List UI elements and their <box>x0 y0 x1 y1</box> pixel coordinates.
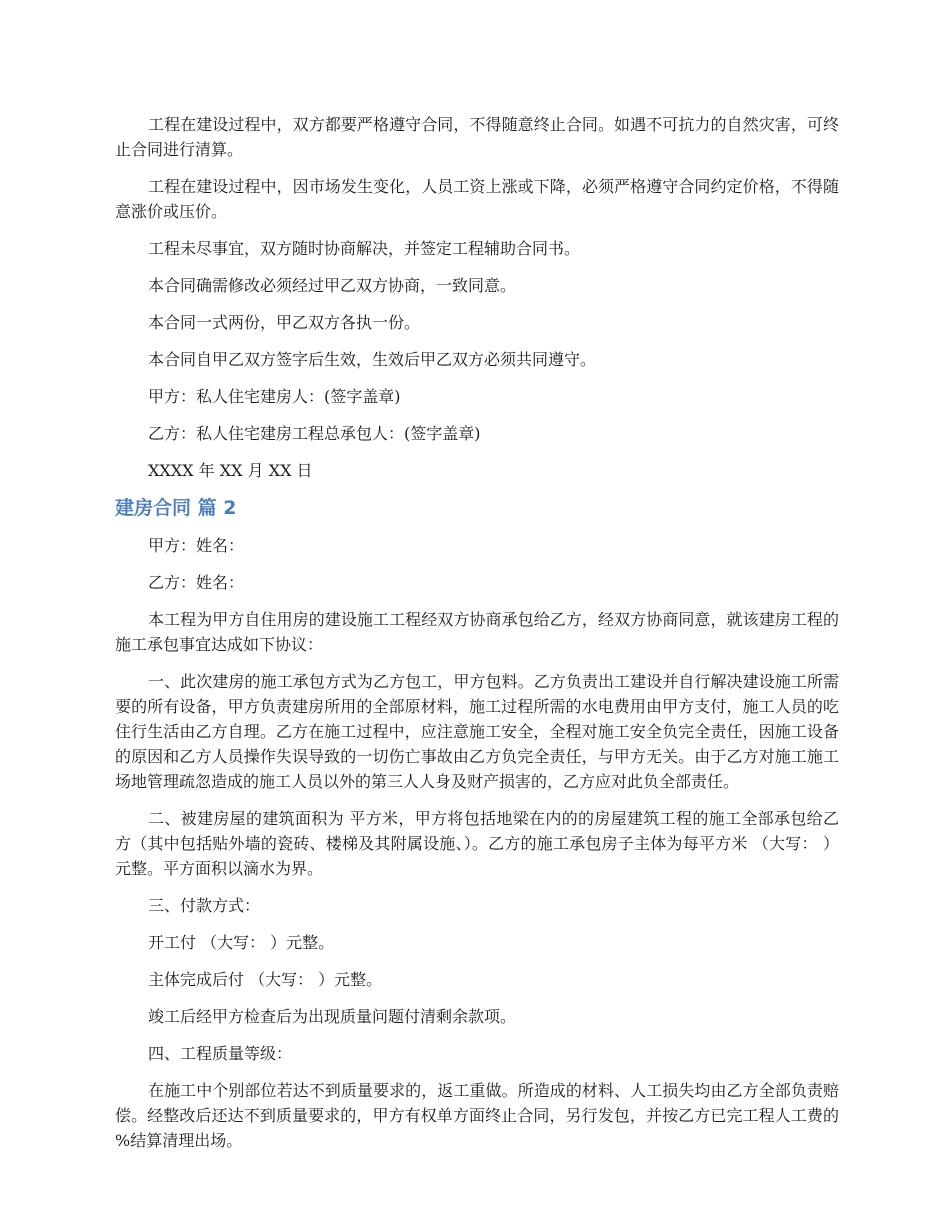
payment-final: 竣工后经甲方检查后为出现质量问题付清剩余款项。 <box>148 1007 517 1026</box>
party-a-signature: 甲方：私人住宅建房人：(签字盖章) <box>148 387 401 406</box>
payment-main-structure: 主体完成后付 （大写： ）元整。 <box>148 970 383 989</box>
paragraph-amendment: 本合同确需修改必须经过甲乙双方协商，一致同意。 <box>148 276 517 295</box>
paragraph-force-majeure: 工程在建设过程中，双方都要严格遵守合同，不得随意终止合同。如遇不可抗力的自然灾害，可终止合同进行清算。 <box>115 115 839 159</box>
payment-start: 开工付 （大写： ）元整。 <box>148 933 335 952</box>
section-heading: 建房合同 篇 2 <box>115 497 237 519</box>
paragraph-quality-requirements: 在施工中个别部位若达不到质量要求的，返工重做。所造成的材料、人工损失均由乙方全部负责赔偿。经整改后还达不到质量要求的，甲方有权单方面终止合同，另行发包，并按乙方已完工程人工费的 %结算清理出场。 <box>115 1081 839 1150</box>
clause-3-payment-title: 三、付款方式： <box>148 896 261 915</box>
document-page <box>115 112 839 1165</box>
party-a-name: 甲方：姓名： <box>148 536 245 555</box>
clause-2-building-area: 二、被建房屋的建筑面积为 平方米，甲方将包括地梁在内的的房屋建筑工程的施工全部承包给乙方（其中包括贴外墙的瓷砖、楼梯及其附属设施、）。乙方的施工承包房子主体为每平方米 （大写： ）元整。平方面积以滴水为界。 <box>115 809 839 878</box>
clause-4-quality-title: 四、工程质量等级： <box>148 1044 293 1063</box>
party-b-signature: 乙方：私人住宅建房工程总承包人：(签字盖章) <box>148 424 481 443</box>
clause-1-contract-method: 一、此次建房的施工承包方式为乙方包工，甲方包料。乙方负责出工建设并自行解决建设施工所需要的所有设备，甲方负责建房所用的全部原材料，施工过程所需的水电费用由甲方支付，施工人员的吃住行生活由乙方自理。乙方在施工过程中，应注意施工安全，全程对施工安全负完全责任，因施工设备的原因和乙方人员操作失误导致的一切伤亡事故由乙方负完全责任，与甲方无关。由于乙方对施工施工场地管理疏忽造成的施工人员以外的第三人人身及财产损害的，乙方应对此负全部责任。 <box>115 672 839 791</box>
paragraph-intro: 本工程为甲方自住用房的建设施工工程经双方协商承包给乙方，经双方协商同意，就该建房工程的施工承包事宜达成如下协议： <box>115 610 839 654</box>
paragraph-copies: 本合同一式两份，甲乙双方各执一份。 <box>148 313 421 332</box>
signing-date: XXXX 年 XX 月 XX 日 <box>148 461 313 480</box>
paragraph-price-stability: 工程在建设过程中，因市场发生变化，人员工资上涨或下降，必须严格遵守合同约定价格，不得随意涨价或压价。 <box>115 177 839 221</box>
paragraph-unresolved-matters: 工程未尽事宜，双方随时协商解决，并签定工程辅助合同书。 <box>148 239 581 258</box>
paragraph-effective: 本合同自甲乙双方签字后生效，生效后甲乙双方必须共同遵守。 <box>148 350 597 369</box>
party-b-name: 乙方：姓名： <box>148 573 245 592</box>
